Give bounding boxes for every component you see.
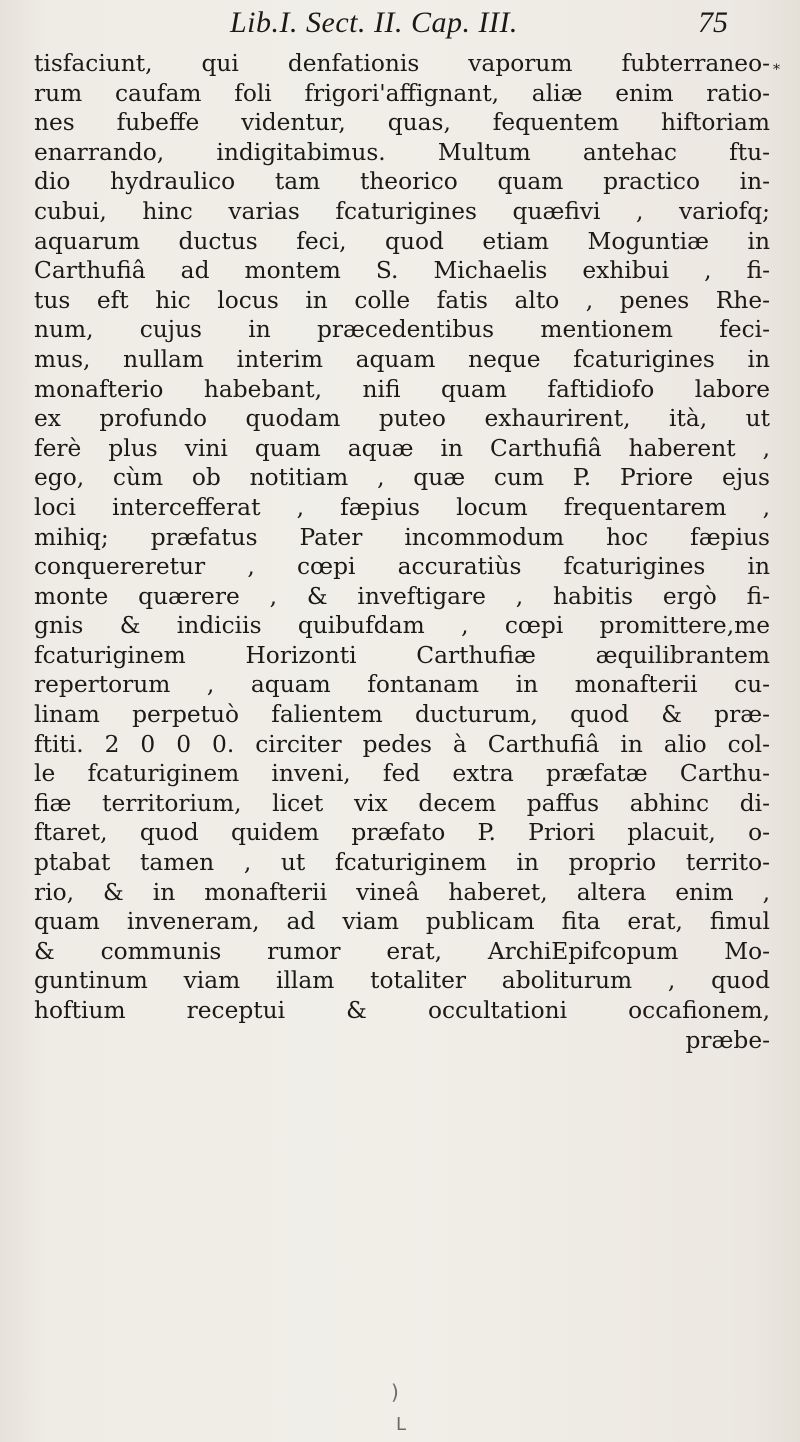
text-line: ex profundo quodam puteo exhaurirent, ità, ut [34,405,770,433]
text-line: nes fubeffe videntur, quas, fequentem hiftoriam [34,109,770,137]
text-line: ftaret, quod quidem præfato P. Priori placuit, o- [34,819,770,847]
text-line: Carthufiâ ad montem S. Michaelis exhibui , fi- [34,257,770,285]
text-line: ego, cùm ob notitiam , quæ cum P. Priore ejus [34,464,770,492]
text-line: loci intercefferat , fæpius locum frequentarem , [34,493,770,521]
text-line: mihiq; præfatus Pater incommodum hoc fæpius [34,523,770,551]
text-line: dio hydraulico tam theorico quam practico in- [34,168,770,196]
text-line: hoftium receptui & occultationi occafionem, [34,997,770,1024]
text-line: conquereretur , cœpi accuratiùs fcaturigines in [34,553,770,581]
text-line: fiæ territorium, licet vix decem paffus abhinc di- [34,789,770,817]
text-line: ptabat tamen , ut fcaturiginem in proprio territo- [34,849,770,877]
text-line: rio, & in monafterii vineâ haberet, altera enim , [34,878,770,906]
text-line: & communis rumor erat, ArchiEpifcopum Mo- [34,937,770,965]
page-header [0,2,800,48]
text-line: repertorum , aquam fontanam in monafterii cu- [34,671,770,699]
text-line: cubui, hinc varias fcaturigines quæfivi , variofq; [34,197,770,225]
text-line: tus eft hic locus in colle fatis alto , penes Rhe- [34,286,770,314]
margin-mark: * [773,62,780,78]
catchword: præbe- [685,1026,770,1054]
body-text [34,49,770,1055]
text-line: rum caufam foli frigori'affignant, aliæ enim ratio- [34,79,770,107]
text-line: quam inveneram, ad viam publicam fita erat, fimul [34,908,770,936]
text-line: enarrando, indigitabimus. Multum antehac ftu- [34,138,770,166]
stray-mark: L [396,1414,407,1435]
page-number: 75 [698,6,728,39]
text-line: aquarum ductus feci, quod etiam Moguntiæ in [34,227,770,255]
text-line: ferè plus vini quam aquæ in Carthufiâ haberent , [34,434,770,462]
text-line: ftiti. 2 0 0 0. circiter pedes à Carthufiâ in alio col- [34,730,770,758]
running-head: Lib.I. Sect. II. Cap. III. [230,6,518,39]
text-line: monte quærere , & inveftigare , habitis ergò fi- [34,582,770,610]
text-line: tisfaciunt, qui denfationis vaporum fubterraneo- [34,50,770,77]
text-line: linam perpetuò falientem ducturum, quod & præ- [34,701,770,729]
text-line: guntinum viam illam totaliter aboliturum , quod [34,967,770,995]
text-line: monafterio habebant, nifi quam faftidiofo labore [34,375,770,403]
text-line: le fcaturiginem inveni, fed extra præfatæ Carthu- [34,760,770,788]
text-line: num, cujus in præcedentibus mentionem feci- [34,316,770,344]
text-line: mus, nullam interim aquam neque fcaturigines in [34,345,770,373]
text-line: gnis & indiciis quibufdam , cœpi promittere,me [34,612,770,640]
text-line: fcaturiginem Horizonti Carthufiæ æquilibrantem [34,641,770,669]
stray-mark: ) [391,1380,399,1404]
